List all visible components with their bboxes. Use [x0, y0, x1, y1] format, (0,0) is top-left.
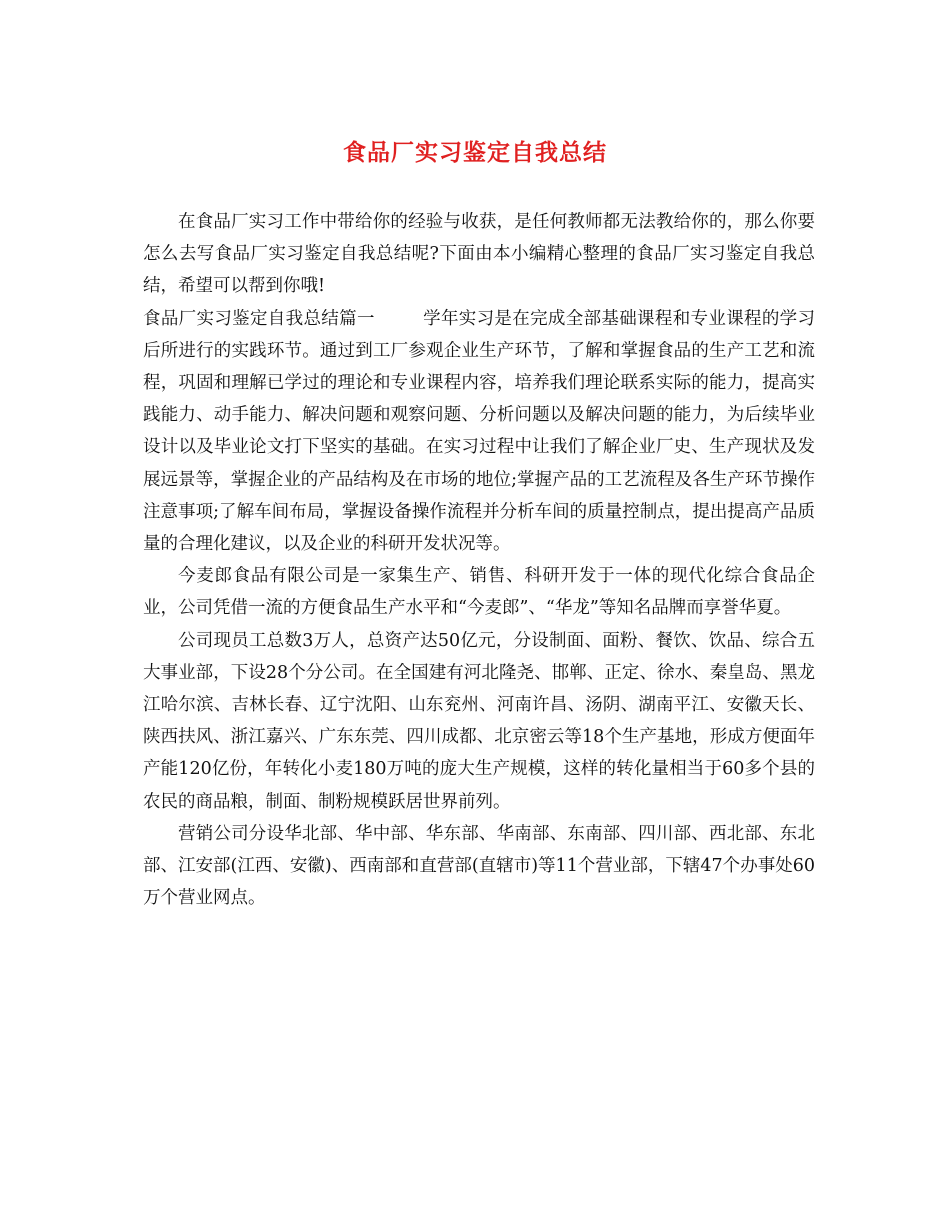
company-paragraph: 今麦郎食品有限公司是一家集生产、销售、科研开发于一体的现代化综合食品企业，公司凭借一流的方便食品生产水平和“今麦郎”、“华龙”等知名品牌而享誉华夏。	[143, 566, 815, 619]
intro-paragraph: 在食品厂实习工作中带给你的经验与收获，是任何教师都无法教给你的，那么你要怎么去写食品厂实习鉴定自我总结呢?下面由本小编精心整理的食品厂实习鉴定自我总结，希望可以帮到你哦!	[143, 212, 815, 297]
section-paragraph	[143, 303, 815, 561]
scale-paragraph: 公司现员工总数3万人，总资产达50亿元，分设制面、面粉、餐饮、饮品、综合五大事业部，下设28个分公司。在全国建有河北隆尧、邯郸、正定、徐水、秦皇岛、黑龙江哈尔滨、吉林长春、辽宁沈阳、山东兖州、河南许昌、汤阴、湖南平江、安徽天长、陕西扶风、浙江嘉兴、广东东莞、四川成都、北京密云等18个生产基地，形成方便面年产能120亿份，年转化小麦180万吨的庞大生产规模，这样的转化量相当于60多个县的农民的商品粮，制面、制粉规模跃居世界前列。	[143, 630, 815, 812]
section-heading: 食品厂实习鉴定自我总结篇一	[143, 308, 375, 329]
document-title: 食品厂实习鉴定自我总结	[343, 139, 607, 166]
document-body	[143, 206, 815, 914]
sales-paragraph: 营销公司分设华北部、华中部、华东部、华南部、东南部、四川部、西北部、东北部、江安部(江西、安徽)、西南部和直营部(直辖市)等11个营业部，下辖47个办事处60万个营业网点。	[143, 823, 815, 909]
section-body-text: 学年实习是在完成全部基础课程和专业课程的学习后所进行的实践环节。通过到工厂参观企业生产环节，了解和掌握食品的生产工艺和流程，巩固和理解已学过的理论和专业课程内容，培养我们理论联系实际的能力，提高实践能力、动手能力、解决问题和观察问题、分析问题以及解决问题的能力，为后续毕业设计以及毕业论文打下坚实的基础。在实习过程中让我们了解企业厂史、生产现状及发展远景等，掌握企业的产品结构及在市场的地位;掌握产品的工艺流程及各生产环节操作注意事项;了解车间布局，掌握设备操作流程并分析车间的质量控制点，提出提高产品质量的合理化建议，以及企业的科研开发状况等。	[143, 308, 816, 555]
